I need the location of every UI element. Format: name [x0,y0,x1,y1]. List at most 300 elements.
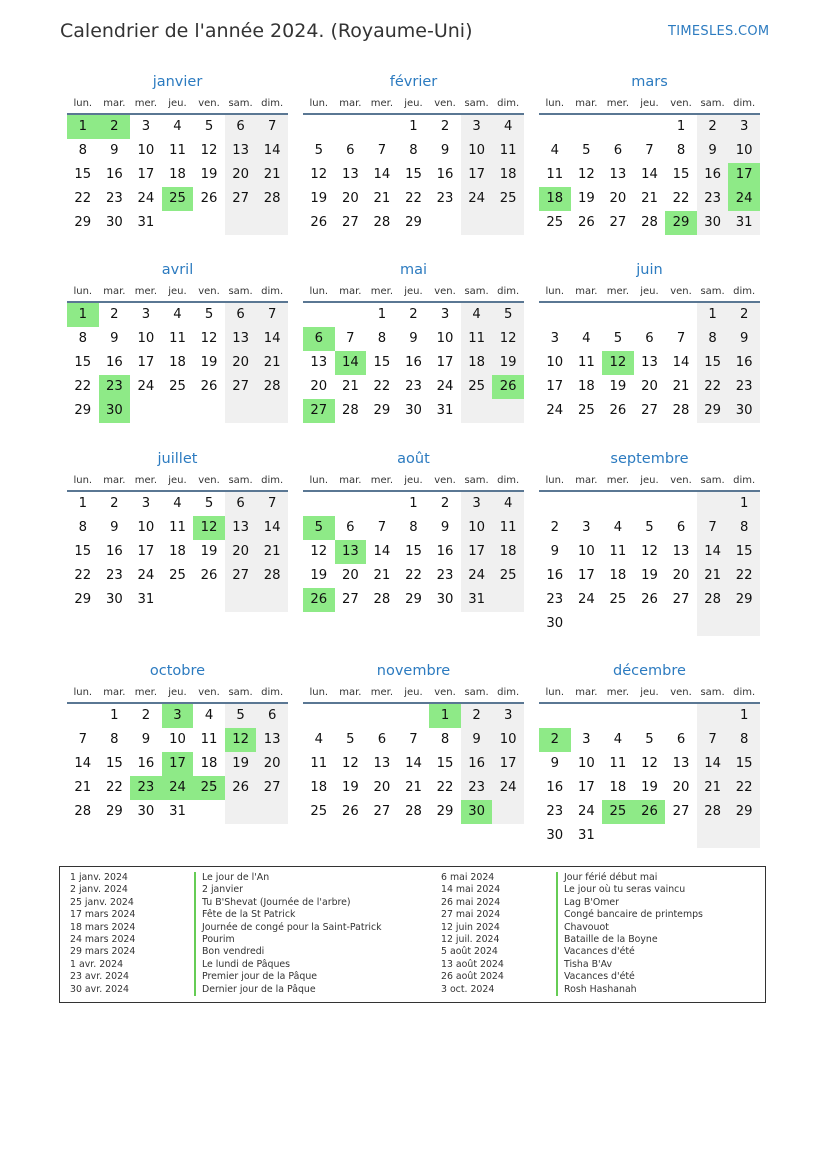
day-cell: 16 [405,355,422,370]
legend-holiday-name: Fête de la St Patrick [202,909,296,921]
day-cell: 2 [110,496,119,511]
legend-date: 1 janv. 2024 [70,872,128,883]
day-cell: 8 [728,516,760,540]
day-cell: 26 [609,403,627,418]
day-cell: 13 [256,728,288,752]
day-cell: 26 [577,215,595,230]
day-cell: 20 [641,379,658,394]
day-cell: 16 [436,544,454,559]
day-cell: 27 [225,187,257,211]
day-cell: 18 [310,780,328,795]
weekday-label: ven. [198,98,220,109]
weekday-label: jeu. [168,286,187,297]
days-grid [303,303,524,423]
month-name: juillet [157,451,198,467]
day-cell: 6 [346,143,355,158]
empty-cell [225,800,257,824]
day-cell: 9 [550,544,559,559]
day-cell: 21 [697,564,729,588]
holiday-legend [59,866,766,1003]
month-mai [303,261,524,423]
weekday-header [303,684,524,704]
holiday-day-cell: 1 [429,704,461,728]
empty-cell [539,704,571,728]
day-cell: 29 [728,800,760,824]
day-cell: 8 [728,728,760,752]
day-cell: 1 [409,496,418,511]
day-cell: 13 [225,516,257,540]
day-cell: 12 [310,544,328,559]
weekday-label: sam. [228,286,253,297]
legend-left-bar [194,872,196,996]
day-cell: 14 [373,544,391,559]
day-cell: 14 [641,167,658,182]
weekday-label: mar. [575,687,598,698]
day-cell: 22 [728,776,760,800]
empty-cell [492,588,524,612]
weekday-label: lun. [309,286,329,297]
day-cell: 11 [492,139,524,163]
weekday-label: jeu. [404,286,423,297]
day-cell: 20 [672,568,690,583]
day-cell: 3 [141,119,151,134]
day-cell: 10 [461,139,493,163]
day-cell: 7 [256,115,288,139]
weekday-label: dim. [261,687,284,698]
day-cell: 18 [200,756,218,771]
day-cell: 2 [728,303,760,327]
day-cell: 31 [137,215,155,230]
holiday-day-cell: 26 [303,588,335,612]
day-cell: 22 [728,564,760,588]
weekday-label: dim. [733,98,756,109]
legend-date: 26 août 2024 [441,971,504,983]
day-cell: 31 [169,804,186,819]
empty-cell [461,211,493,235]
day-cell: 19 [200,167,218,182]
day-cell: 28 [405,804,422,819]
weekday-header [539,472,760,492]
day-cell: 18 [609,568,627,583]
day-cell: 8 [377,331,387,346]
day-cell: 25 [609,592,627,607]
month-octobre [67,662,288,824]
legend-date: 1 avr. 2024 [70,958,124,970]
day-cell: 22 [405,568,422,583]
day-cell: 7 [256,492,288,516]
day-cell: 6 [346,520,355,535]
day-cell: 4 [582,331,591,346]
day-cell: 5 [204,119,214,134]
empty-cell [539,492,571,516]
day-cell: 8 [78,520,87,535]
legend-date: 24 mars 2024 [70,933,136,945]
empty-cell [571,303,603,327]
day-cell: 1 [728,492,760,516]
weekday-label: mer. [370,687,394,698]
day-cell: 19 [609,379,627,394]
legend-date: 29 mars 2024 [70,946,136,958]
weekday-header [67,95,288,115]
weekday-label: sam. [700,687,725,698]
weekday-label: dim. [261,98,284,109]
day-cell: 15 [74,544,92,559]
day-cell: 9 [697,139,729,163]
day-cell: 4 [173,496,182,511]
holiday-day-cell: 25 [162,187,194,211]
day-cell: 13 [341,167,359,182]
legend-right-dates [441,872,504,996]
empty-cell [398,704,430,728]
weekday-header [67,283,288,303]
holiday-day-cell: 29 [665,211,697,235]
day-cell: 29 [373,403,391,418]
day-cell: 24 [461,564,493,588]
weekday-label: lun. [545,286,565,297]
page-title: Calendrier de l'année 2024. (Royaume-Uni) [60,20,473,42]
legend-holiday-name: Bon vendredi [202,946,265,958]
day-cell: 22 [436,780,454,795]
weekday-label: dim. [733,475,756,486]
day-cell: 15 [697,351,729,375]
day-cell: 3 [461,115,493,139]
day-cell: 3 [141,496,151,511]
weekday-label: jeu. [640,286,659,297]
weekday-header [303,472,524,492]
day-cell: 2 [409,307,418,322]
holiday-day-cell: 12 [225,728,257,752]
empty-cell [665,492,697,516]
day-cell: 17 [492,752,524,776]
legend-left-dates [70,872,135,996]
holiday-day-cell: 24 [162,776,194,800]
weekday-label: ven. [198,286,220,297]
empty-cell [602,492,634,516]
day-cell: 23 [436,191,454,206]
day-cell: 7 [645,143,654,158]
legend-holiday-name: Vacances d'été [564,971,635,983]
day-cell: 14 [74,756,92,771]
day-cell: 16 [105,544,123,559]
day-cell: 9 [141,732,151,747]
day-cell: 27 [373,804,391,819]
day-cell: 1 [110,708,119,723]
weekday-header [303,283,524,303]
day-cell: 25 [461,375,493,399]
weekday-label: lun. [73,475,93,486]
day-cell: 5 [582,143,591,158]
day-cell: 2 [110,307,119,322]
day-cell: 15 [728,752,760,776]
day-cell: 26 [310,215,328,230]
day-cell: 30 [105,592,123,607]
month-janvier [67,73,288,235]
day-cell: 14 [697,752,729,776]
empty-cell [634,612,666,636]
holiday-day-cell: 2 [539,728,571,752]
day-cell: 13 [672,756,690,771]
day-cell: 28 [256,564,288,588]
day-cell: 22 [697,375,729,399]
day-cell: 30 [405,403,422,418]
weekday-label: ven. [434,98,456,109]
day-cell: 10 [137,520,155,535]
day-cell: 17 [137,544,155,559]
day-cell: 11 [169,143,186,158]
day-cell: 9 [409,331,418,346]
holiday-day-cell: 6 [303,327,335,351]
weekday-label: mer. [134,475,158,486]
weekday-header [303,95,524,115]
day-cell: 12 [341,756,359,771]
empty-cell [366,704,398,728]
day-cell: 6 [225,492,257,516]
empty-cell [303,303,335,327]
day-cell: 21 [373,191,391,206]
day-cell: 10 [137,143,155,158]
day-cell: 21 [641,191,658,206]
day-cell: 13 [225,139,257,163]
day-cell: 17 [577,780,595,795]
weekday-label: mar. [103,98,126,109]
month-novembre [303,662,524,824]
day-cell: 9 [110,520,119,535]
empty-cell [256,211,288,235]
month-août [303,450,524,612]
empty-cell [728,612,760,636]
legend-holiday-name: Jour férié début mai [564,872,658,883]
day-cell: 14 [373,167,391,182]
day-cell: 3 [461,492,493,516]
holiday-day-cell: 25 [193,776,225,800]
day-cell: 30 [546,616,564,631]
day-cell: 31 [728,211,760,235]
month-name: novembre [376,663,451,679]
weekday-label: lun. [73,286,93,297]
day-cell: 18 [169,544,186,559]
day-cell: 21 [672,379,690,394]
empty-cell [492,211,524,235]
weekday-label: mar. [339,687,362,698]
day-cell: 26 [341,804,359,819]
day-cell: 24 [577,592,595,607]
weekday-label: lun. [309,475,329,486]
empty-cell [602,303,634,327]
day-cell: 21 [256,540,288,564]
empty-cell [162,211,194,235]
day-cell: 20 [341,191,359,206]
weekday-label: mar. [339,286,362,297]
day-cell: 2 [141,708,151,723]
empty-cell [634,704,666,728]
day-cell: 28 [697,800,729,824]
day-cell: 30 [137,804,155,819]
day-cell: 19 [200,355,218,370]
legend-date: 18 mars 2024 [70,921,136,933]
empty-cell [634,115,666,139]
day-cell: 6 [225,303,257,327]
weekday-label: lun. [73,687,93,698]
day-cell: 20 [341,568,359,583]
empty-cell [162,399,194,423]
weekday-label: jeu. [640,687,659,698]
empty-cell [571,704,603,728]
month-février [303,73,524,235]
day-cell: 18 [609,780,627,795]
day-cell: 4 [204,708,214,723]
empty-cell [193,399,225,423]
weekday-label: dim. [733,687,756,698]
holiday-day-cell: 25 [602,800,634,824]
holiday-day-cell: 26 [492,375,524,399]
day-cell: 17 [577,568,595,583]
legend-holiday-name: Lag B'Omer [564,896,620,908]
day-cell: 26 [200,568,218,583]
day-cell: 18 [169,355,186,370]
weekday-label: dim. [497,98,520,109]
holiday-day-cell: 1 [67,115,99,139]
day-cell: 13 [609,167,627,182]
day-cell: 23 [728,375,760,399]
day-cell: 31 [436,403,454,418]
holiday-day-cell: 27 [303,399,335,423]
weekday-header [539,95,760,115]
holiday-day-cell: 18 [539,187,571,211]
day-cell: 11 [310,756,328,771]
day-cell: 14 [672,355,690,370]
day-cell: 12 [200,331,218,346]
weekday-label: dim. [497,475,520,486]
day-cell: 7 [377,143,387,158]
legend-date: 12 juil. 2024 [441,933,500,945]
legend-holiday-name: Le lundi de Pâques [202,958,291,970]
empty-cell [303,492,335,516]
weekday-label: sam. [228,687,253,698]
legend-date: 3 oct. 2024 [441,983,495,995]
day-cell: 16 [436,167,454,182]
empty-cell [461,399,493,423]
holiday-day-cell: 12 [602,351,634,375]
day-cell: 3 [141,307,151,322]
empty-cell [492,800,524,824]
empty-cell [193,588,225,612]
empty-cell [256,800,288,824]
legend-date: 2 janv. 2024 [70,884,128,896]
day-cell: 10 [492,728,524,752]
day-cell: 23 [546,592,564,607]
day-cell: 8 [440,732,450,747]
day-cell: 26 [200,379,218,394]
weekday-label: mar. [103,475,126,486]
legend-holiday-name: Journée de congé pour la Saint-Patrick [202,921,382,933]
empty-cell [335,492,367,516]
holiday-day-cell: 17 [162,752,194,776]
day-cell: 8 [676,143,686,158]
day-cell: 8 [409,143,418,158]
day-cell: 5 [613,331,623,346]
day-cell: 31 [461,588,493,612]
day-cell: 16 [728,351,760,375]
empty-cell [634,824,666,848]
day-cell: 19 [341,780,359,795]
month-name: octobre [149,663,206,679]
weekday-label: mer. [134,687,158,698]
weekday-label: lun. [545,475,565,486]
day-cell: 23 [436,568,454,583]
empty-cell [539,115,571,139]
day-cell: 11 [609,756,627,771]
days-grid [539,704,760,848]
weekday-label: mer. [370,475,394,486]
empty-cell [697,492,729,516]
day-cell: 16 [546,568,564,583]
day-cell: 1 [697,303,729,327]
day-cell: 23 [461,776,493,800]
empty-cell [225,399,257,423]
empty-cell [67,704,99,728]
day-cell: 23 [105,191,123,206]
day-cell: 23 [697,187,729,211]
legend-date: 23 avr. 2024 [70,971,130,983]
holiday-day-cell: 23 [130,776,162,800]
weekday-header [67,684,288,704]
holiday-day-cell: 1 [67,303,99,327]
day-cell: 8 [409,520,418,535]
day-cell: 6 [676,520,686,535]
day-cell: 11 [546,167,564,182]
month-avril [67,261,288,423]
weekday-label: mer. [606,98,630,109]
day-cell: 12 [310,167,328,182]
legend-holiday-name: Tu B'Shevat (Journée de l'arbre) [202,896,351,908]
day-cell: 8 [110,732,119,747]
day-cell: 27 [641,403,658,418]
month-name: décembre [613,663,686,679]
day-cell: 20 [373,780,391,795]
day-cell: 5 [204,496,214,511]
legend-date: 14 mai 2024 [441,884,501,896]
day-cell: 4 [492,492,524,516]
legend-date: 13 août 2024 [441,958,504,970]
day-cell: 1 [377,307,387,322]
weekday-label: mar. [103,687,126,698]
weekday-label: mar. [575,475,598,486]
day-cell: 20 [225,351,257,375]
day-cell: 21 [256,351,288,375]
day-cell: 25 [169,568,186,583]
day-cell: 13 [641,355,658,370]
weekday-label: mer. [370,286,394,297]
day-cell: 10 [728,139,760,163]
weekday-label: ven. [434,687,456,698]
day-cell: 28 [697,588,729,612]
day-cell: 5 [492,303,524,327]
day-cell: 24 [461,187,493,211]
weekday-label: sam. [464,475,489,486]
day-cell: 2 [440,119,450,134]
day-cell: 4 [173,119,182,134]
legend-left-names [202,872,382,996]
day-cell: 26 [200,191,218,206]
day-cell: 15 [405,167,422,182]
day-cell: 1 [78,496,87,511]
brand-link[interactable]: TIMESLES.COM [668,24,770,39]
day-cell: 9 [550,756,559,771]
day-cell: 5 [645,732,654,747]
day-cell: 16 [546,780,564,795]
empty-cell [539,303,571,327]
day-cell: 11 [169,520,186,535]
